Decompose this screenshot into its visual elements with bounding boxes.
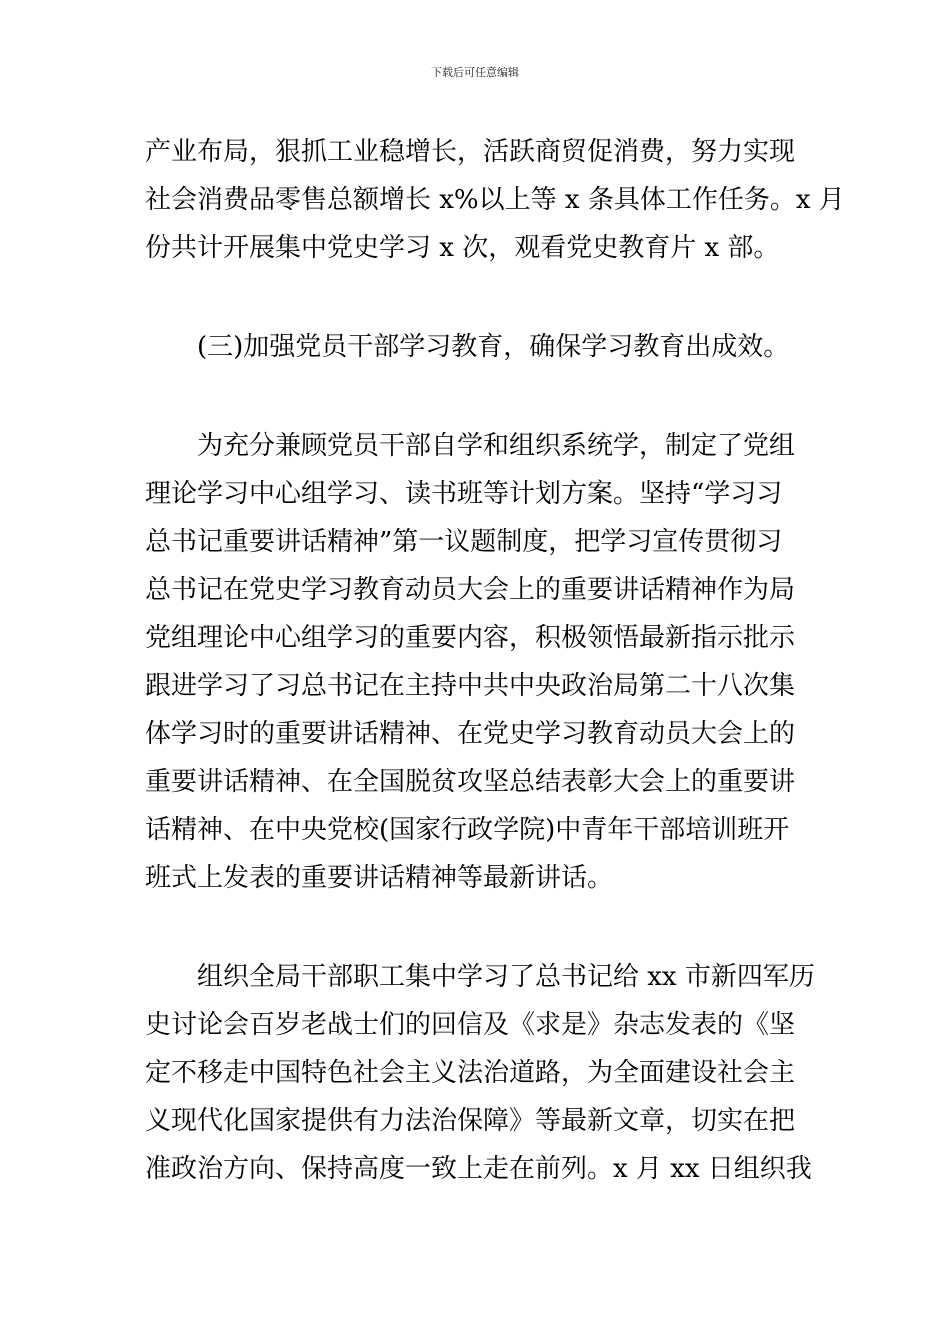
text-line: 史讨论会百岁老战士们的回信及《求是》杂志发表的《坚 xyxy=(145,1010,796,1040)
text-line: 份共计开展集中党史学习 x 次，观看党史教育片 x 部。 xyxy=(145,233,780,263)
paragraph-gap xyxy=(145,902,805,953)
text-line: 话精神、在中央党校(国家行政学院)中青年干部培训班开 xyxy=(145,815,790,845)
paragraph-gap xyxy=(145,272,805,323)
text-line: 跟进学习了习总书记在主持中共中央政治局第二十八次集 xyxy=(145,671,796,701)
text-line: 义现代化国家提供有力法治保障》等最新文章，切实在把 xyxy=(145,1106,796,1136)
paragraph-collective-study xyxy=(145,953,815,1193)
text-line: 重要讲话精神、在全国脱贫攻坚总结表彰大会上的重要讲 xyxy=(145,767,796,797)
text-line: 产业布局，狠抓工业稳增长，活跃商贸促消费，努力实现 xyxy=(145,137,796,167)
text-line: 体学习时的重要讲话精神、在党史学习教育动员大会上的 xyxy=(145,719,796,749)
paragraph-industry xyxy=(145,128,845,272)
text-line: 准政治方向、保持高度一致上走在前列。x 月 xx 日组织我 xyxy=(145,1154,812,1184)
text-line: 党组理论中心组学习的重要内容，积极领悟最新指示批示 xyxy=(145,623,796,653)
document-body xyxy=(145,128,845,1193)
section-heading xyxy=(145,323,805,371)
paragraph-study-plan xyxy=(145,422,805,902)
text-line: 为充分兼顾党员干部自学和组织系统学，制定了党组 xyxy=(197,431,796,461)
page-header: 下载后可任意编辑 xyxy=(431,66,519,79)
text-line: 理论学习中心组学习、读书班等计划方案。坚持“学习习 xyxy=(145,479,783,509)
paragraph-gap xyxy=(145,371,805,422)
text-line: 班式上发表的重要讲话精神等最新讲话。 xyxy=(145,863,614,893)
text-line: 组织全局干部职工集中学习了总书记给 xx 市新四军历 xyxy=(197,962,815,992)
text-line: 定不移走中国特色社会主义法治道路，为全面建设社会主 xyxy=(145,1058,796,1088)
text-line: 社会消费品零售总额增长 x%以上等 x 条具体工作任务。x 月 xyxy=(145,185,845,215)
heading-line: (三)加强党员干部学习教育，确保学习教育出成效。 xyxy=(197,332,790,362)
text-line: 总书记在党史学习教育动员大会上的重要讲话精神作为局 xyxy=(145,575,796,605)
text-line: 总书记重要讲话精神”第一议题制度，把学习宣传贯彻习 xyxy=(145,527,783,557)
